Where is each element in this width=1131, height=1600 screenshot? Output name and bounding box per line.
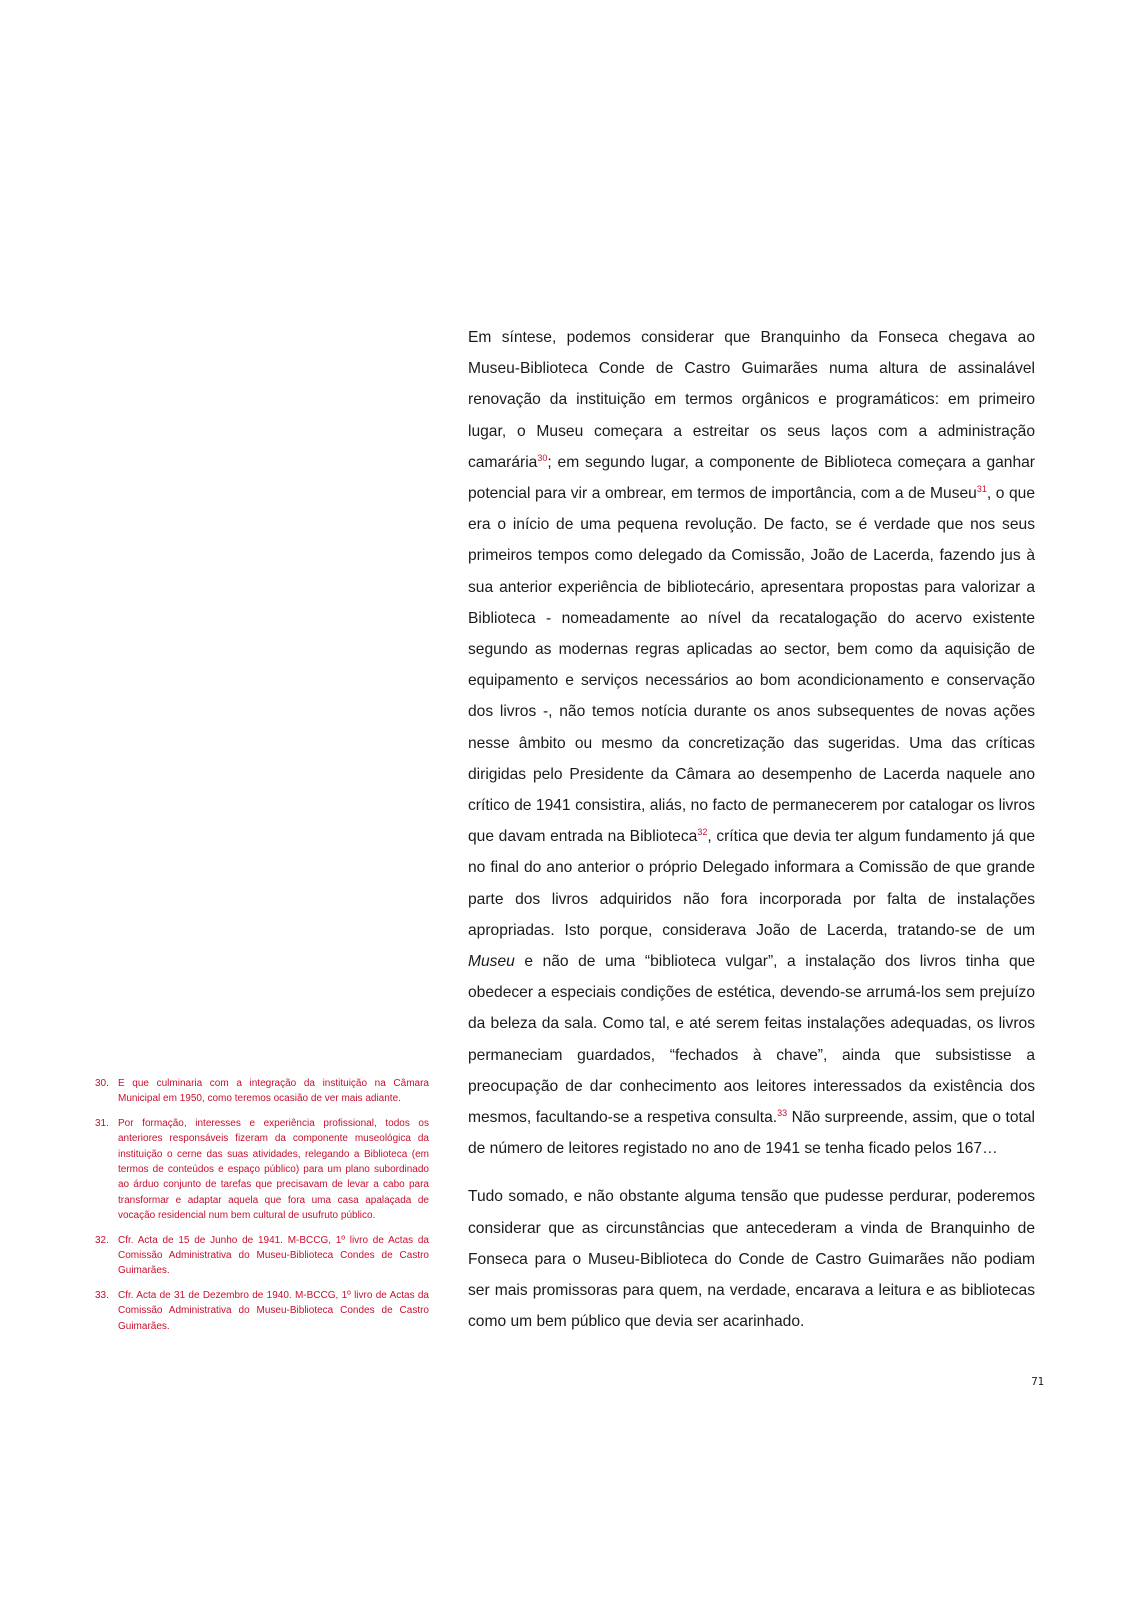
footnote-32 — [95, 1233, 429, 1279]
footnote-ref-33[interactable]: 33 — [777, 1107, 788, 1118]
page-number: 71 — [1031, 1376, 1044, 1388]
text-run: , crítica que devia ter algum fundamento já que no final do ano anterior o próprio Delegado informara a Comissão de que grande parte dos livros adquiridos não fora incorporada por falta de instalações apropriadas. Isto porque, considerava João de Lacerda, tratando-se de um — [468, 828, 1035, 939]
footnote-ref-32[interactable]: 32 — [697, 827, 708, 838]
footnotes — [95, 1076, 429, 1343]
footnote-30 — [95, 1076, 429, 1107]
footnote-number: 30. — [95, 1078, 109, 1089]
footnote-text: Cfr. Acta de 31 de Dezembro de 1940. M-BCCG, 1º livro de Actas da Comissão Administrativa do Museu-Biblioteca Condes de Castro Guimarães. — [118, 1289, 429, 1332]
footnote-ref-30[interactable]: 30 — [537, 452, 548, 463]
text-run: ; em segundo lugar, a componente de Biblioteca começara a ganhar potencial para vir a ombrear, em termos de importância, com a de Museu — [468, 453, 1035, 503]
footnote-text: Cfr. Acta de 15 de Junho de 1941. M-BCCG, 1º livro de Actas da Comissão Administrativa do Museu-Biblioteca Condes de Castro Guimarães. — [118, 1234, 429, 1277]
text-run: Não surpreende, assim, que o total de número de leitores registado no ano de 1941 se tenha ficado pelos 167… — [468, 1109, 1035, 1158]
footnote-text: E que culminaria com a integração da instituição na Câmara Municipal em 1950, como teremos ocasião de ver mais adiante. — [118, 1078, 429, 1105]
italic-term: Museu — [468, 953, 515, 971]
footnote-ref-31[interactable]: 31 — [976, 483, 987, 494]
text-run: e não de uma “biblioteca vulgar”, a instalação dos livros tinha que obedecer a especiais condições de estética, devendo-se arrumá-los sem prejuízo da beleza da sala. Como tal, e até serem feitas instalações adequadas, os livros permaneciam guardados, “fechados à chave”, ainda que subsistisse a preocupação de dar conhecimento aos leitores interessados da existência dos mesmos, facultando-se a respetiva consulta. — [468, 953, 1035, 1127]
paragraph-1 — [468, 322, 1035, 1164]
footnote-31 — [95, 1116, 429, 1224]
main-text — [468, 322, 1035, 1338]
footnote-number: 31. — [95, 1117, 109, 1129]
footnote-number: 33. — [95, 1289, 109, 1301]
text-run: , o que era o início de uma pequena revolução. De facto, se é verdade que nos seus primeiros tempos como delegado da Comissão, João de Lacerda, fazendo jus à sua anterior experiência de bibliotecário, apresentara propostas para valorizar a Biblioteca - nomeadamente ao nível da recatalogação do acervo existente segundo as modernas regras aplicadas ao sector, bem como da aquisição de equipamento e serviços necessários ao bom acondicionamento e conservação dos livros -, não temos notícia durante os anos subsequentes de novas ações nesse âmbito ou mesmo da concretização das sugeridas. Uma das críticas dirigidas pelo Presidente da Câmara ao desempenho de Lacerda naquele ano crítico de 1941 consistira, aliás, no facto de permanecerem por catalogar os livros que davam entrada na Biblioteca — [468, 485, 1035, 846]
footnote-number: 32. — [95, 1234, 109, 1246]
footnote-33 — [95, 1288, 429, 1334]
paragraph-2: Tudo somado, e não obstante alguma tensão que pudesse perdurar, poderemos considerar que as circunstâncias que antecederam a vinda de Branquinho de Fonseca para o Museu-Biblioteca do Conde de Castro Guimarães não podiam ser mais promissoras para quem, na verdade, encarava a leitura e as bibliotecas como um bem público que devia ser acarinhado. — [468, 1188, 1035, 1331]
text-run: Em síntese, podemos considerar que Branquinho da Fonseca chegava ao Museu-Biblioteca Conde de Castro Guimarães numa altura de assinalável renovação da instituição em termos orgânicos e programáticos: em primeiro lugar, o Museu começara a estreitar os seus laços com a administração camarária — [468, 329, 1035, 471]
footnote-text: Por formação, interesses e experiência profissional, todos os anteriores responsáveis fizeram da componente museológica da instituição o cerne das suas atividades, relegando a Biblioteca (em termos de conteúdos e espaço público) para um plano subordinado ao árduo conjunto de tarefas que precisavam de levar a cabo para transformar e adaptar aquela que fora uma casa apalaçada de vocação residencial num bem cultural de usufruto público. — [118, 1117, 429, 1222]
